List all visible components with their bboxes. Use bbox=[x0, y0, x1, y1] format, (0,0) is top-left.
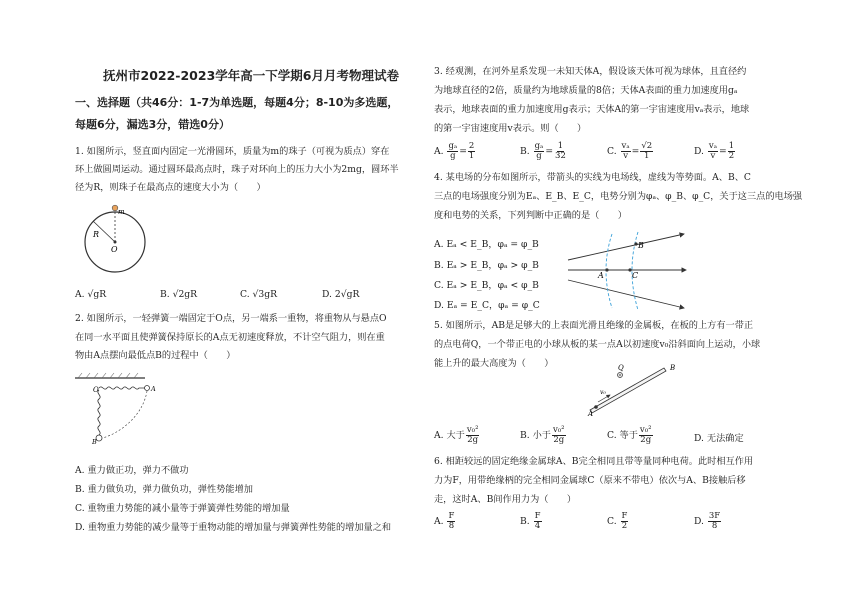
q1-line: 1. 如图所示，竖直面内固定一光滑圆环，质量为m的珠子（可视为质点）穿在 bbox=[75, 146, 390, 157]
label-R: R bbox=[93, 230, 100, 239]
q2-spring-figure bbox=[75, 372, 185, 452]
q3-line: 表示，地球表面的重力加速度用g表示；天体A的第一宇宙速度用vₐ表示，地球 bbox=[434, 104, 750, 115]
page-title: 抚州市2022-2023学年高一下学期6月月考物理试卷 bbox=[103, 68, 399, 83]
q1-line: 环上做圆周运动。通过圆环最高点时，珠子对环向上的压力大小为2mg，圆环半 bbox=[75, 164, 399, 175]
section-heading-line1: 一、选择题（共46分：1-7为单选题，每题4分；8-10为多选题， bbox=[75, 96, 399, 109]
q1-option-b: B. √2gR bbox=[160, 289, 198, 300]
q3-option-b: B. $\frac{\text{gₐ}}{g}$ = $\frac{1}{32}$ bbox=[520, 141, 566, 161]
vertical-spring bbox=[98, 390, 100, 435]
q1-option-d: D. 2√gR bbox=[322, 289, 360, 300]
label-A: A bbox=[151, 385, 156, 393]
point-b-ball bbox=[96, 435, 102, 441]
q4-option-b: B. Eₐ > E_B，φₐ > φ_B bbox=[434, 260, 539, 271]
q6-option-a: A. $\frac{F}{8}$ bbox=[434, 511, 455, 531]
q5-line: 的点电荷Q，一个带正电的小球从板的某一点A以初速度v₀沿斜面向上运动，小球 bbox=[434, 339, 761, 350]
label-O: O bbox=[111, 245, 118, 254]
q4-field-figure bbox=[564, 226, 694, 316]
bead bbox=[112, 205, 118, 211]
q2-option-c: C. 重物重力势能的减小量等于弹簧弹性势能的增加量 bbox=[75, 503, 290, 514]
q1-option-c: C. √3gR bbox=[240, 289, 278, 300]
label-A: A bbox=[598, 271, 604, 280]
q6-line: 6. 相距较远的固定绝缘金属球A、B完全相同且带等量同种电荷。此时相互作用 bbox=[434, 456, 754, 467]
ceiling-hatch bbox=[78, 373, 138, 378]
section-heading-line2: 每题6分，漏选3分，错选0分） bbox=[75, 118, 230, 131]
q5-option-d: D. 无法确定 bbox=[694, 433, 744, 444]
q5-plate-figure bbox=[584, 358, 694, 418]
label-B: B bbox=[638, 241, 644, 250]
q2-line: 2. 如图所示，一轻弹簧一端固定于O点，另一端系一重物，将重物从与悬点O bbox=[75, 313, 387, 324]
field-line-top bbox=[568, 234, 684, 260]
q6-option-b: B. $\frac{F}{4}$ bbox=[520, 511, 541, 531]
q6-line: 走，这时A、B间作用力为（ ） bbox=[434, 494, 577, 505]
q2-option-d: D. 重物重力势能的减少量等于重物动能的增加量与弹簧弹性势能的增加量之和 bbox=[75, 522, 392, 533]
label-B: B bbox=[670, 364, 676, 372]
q6-line: 力为F，用带绝缘柄的完全相同金属球C（原来不带电）依次与A、B接触后移 bbox=[434, 475, 746, 486]
label-Q: Q bbox=[618, 364, 624, 372]
label-B: B bbox=[92, 438, 97, 446]
q4-option-a: A. Eₐ < E_B，φₐ = φ_B bbox=[434, 239, 539, 250]
q3-line: 为地球直径的2倍，质量约为地球质量的8倍；天体A表面的重力加速度用gₐ bbox=[434, 85, 738, 96]
q2-option-a: A. 重力做正功，弹力不做功 bbox=[75, 465, 189, 476]
q4-line: 度和电势的关系，下列判断中正确的是（ ） bbox=[434, 210, 627, 221]
label-O: O bbox=[93, 386, 99, 394]
point-a bbox=[605, 268, 608, 271]
center-dot bbox=[114, 241, 117, 244]
q2-line: 在同一水平面且使弹簧保持原长的A点无初速度释放，不计空气阻力，则在重 bbox=[75, 332, 385, 343]
q1-ring-figure bbox=[75, 200, 155, 280]
label-A: A bbox=[588, 410, 594, 418]
q2-option-b: B. 重力做负功，弹力做负功，弹性势能增加 bbox=[75, 484, 253, 495]
q6-option-d: D. $\frac{3F}{8}$ bbox=[694, 511, 721, 531]
q3-line: 3. 经观测，在河外星系发现一未知天体A，假设该天体可视为球体，且直径约 bbox=[434, 66, 747, 77]
q1-line: 径为R，则珠子在最高点的速度大小为（ ） bbox=[75, 182, 266, 193]
horizontal-spring bbox=[99, 387, 145, 389]
q5-option-b: B. 小于 $\frac{\text{v₀²}}{2g}$ bbox=[520, 425, 565, 445]
q4-option-d: D. Eₐ = E_C，φₐ = φ_C bbox=[434, 300, 540, 311]
q2-line: 物由A点摆向最低点B的过程中（ ） bbox=[75, 350, 236, 361]
q4-option-c: C. Eₐ > E_B，φₐ < φ_B bbox=[434, 280, 539, 291]
q6-option-c: C. $\frac{F}{2}$ bbox=[607, 511, 628, 531]
q3-option-d: D. $\frac{\text{vₐ}}{v}$ = $\frac{1}{2}$ bbox=[694, 141, 735, 161]
label-m: m bbox=[118, 208, 125, 216]
point-a-ball bbox=[145, 386, 150, 391]
q3-option-a: A. $\frac{\text{gₐ}}{g}$ = $\frac{2}{1}$ bbox=[434, 141, 475, 161]
q1-option-a: A. √gR bbox=[75, 289, 107, 300]
q3-option-c: C. $\frac{\text{vₐ}}{v}$ = $\frac{√2}{1}$ bbox=[607, 141, 653, 161]
q5-option-c: C. 等于 $\frac{\text{v₀²}}{2g}$ bbox=[607, 425, 652, 445]
field-line-bottom bbox=[568, 280, 684, 308]
ball-at-a bbox=[594, 405, 598, 409]
q5-line: 能上升的最大高度为（ ） bbox=[434, 358, 554, 369]
q4-line: 4. 某电场的分布如图所示，带箭头的实线为电场线，虚线为等势面。A、B、C bbox=[434, 172, 751, 183]
q4-line: 三点的电场强度分别为Eₐ、E_B、E_C，电势分别为φₐ、φ_B、φ_C，关于这三点的电场强 bbox=[434, 191, 803, 202]
q3-line: 的第一宇宙速度用v表示。则（ ） bbox=[434, 123, 587, 134]
q5-option-a: A. 大于 $\frac{\text{v₀²}}{2g}$ bbox=[434, 425, 479, 445]
label-C: C bbox=[632, 271, 639, 280]
q5-line: 5. 如图所示，AB是足够大的上表面光滑且绝缘的金属板，在板的上方有一带正 bbox=[434, 320, 754, 331]
label-v0: v₀ bbox=[600, 389, 606, 396]
swing-path bbox=[102, 391, 147, 438]
